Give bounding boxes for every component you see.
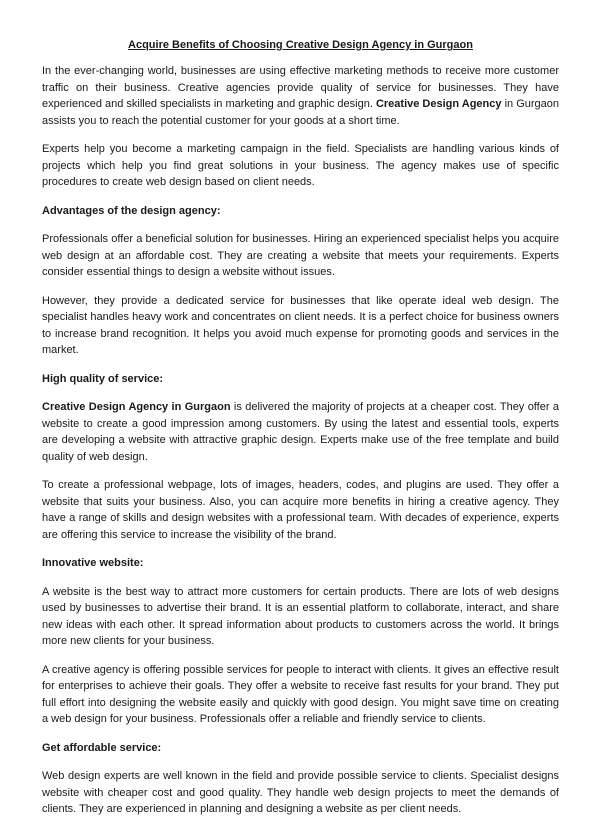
paragraph-intro-text-a: In the ever-changing world, businesses are using effective marketing methods to receive more customer traffic on their business. Creative agencies provide quality of service for businesses. They have experienced and skilled specialists in marketing and graphic design. — [42, 65, 559, 111]
heading-affordable-service: Get affordable service: — [42, 741, 162, 754]
paragraph-agency-gurgaon-bold: Creative Design Agency in Gurgaon — [42, 401, 231, 414]
document-page — [42, 38, 559, 830]
paragraph-intro — [42, 63, 559, 129]
heading-high-quality: High quality of service: — [42, 372, 164, 385]
paragraph-agency-gurgaon-text: is delivered the majority of projects at a cheaper cost. They offer a website to create a good impression among customers. By using the latest and essential tools, experts are developing a website with attractive graphic design. Experts make use of the free template and build quality of web design. — [42, 401, 559, 463]
paragraph-creative-agency: A creative agency is offering possible services for people to interact with clients. It gives an effective result for enterprises to achieve their goals. They offer a website to receive fast results for your brand. They put full effort into designing the website easily and quickly with good design. You might save time on creating a web design for your business. Professionals offer a reliable and friendly service to clients. — [42, 663, 559, 726]
heading-innovative-website: Innovative website: — [42, 557, 144, 570]
paragraph-professional-webpage: To create a professional webpage, lots of images, headers, codes, and plugins are used. They offer a website that suits your business. Also, you can acquire more benefits in hiring a creative agency. They have a range of skills and design websites with a professional team. With decades of experience, experts are offering this service to increase the visibility of the brand. — [42, 479, 559, 541]
paragraph-dedicated-service: However, they provide a dedicated service for businesses that like operate ideal web design. The specialist handles heavy work and concentrates on client needs. It is a perfect choice for business owners to increase brand recognition. It helps you avoid much expense for promoting goods and services in the market. — [42, 294, 559, 357]
paragraph-intro-bold: Creative Design Agency — [375, 98, 502, 111]
paragraph-web-design-experts: Web design experts are well known in the field and provide possible service to clients. Specialist designs website with cheaper cost and good quality. They handle web design projects to meet the demands of clients. They are experienced in planning and designing a website as per client needs. — [42, 770, 559, 816]
paragraph-website-best-way: A website is the best way to attract more customers for certain products. There are lots of web designs used by businesses to advertise their brand. It is an essential platform to collaborate, interact, and share new ideas with each other. It spread information about products to customers across the world. It brings more new clients for your business. — [42, 585, 559, 648]
document-title: Acquire Benefits of Choosing Creative Design Agency in Gurgaon — [128, 39, 473, 51]
paragraph-professionals: Professionals offer a beneficial solution for businesses. Hiring an experienced specialist helps you acquire web design at an affordable cost. They are creating a website that meets your requirements. Experts consider essential things to design a website without issues. — [42, 233, 559, 279]
heading-advantages: Advantages of the design agency: — [42, 204, 221, 217]
paragraph-intro-text-b: in Gurgaon assists you to reach the potential customer for your goods at a short time. — [42, 98, 560, 127]
paragraph-agency-gurgaon — [42, 399, 559, 465]
paragraph-experts: Experts help you become a marketing campaign in the field. Specialists are handling various kinds of projects which help you find great solutions in your business. The agency makes use of specific procedures to create web design based on client needs. — [42, 143, 559, 189]
